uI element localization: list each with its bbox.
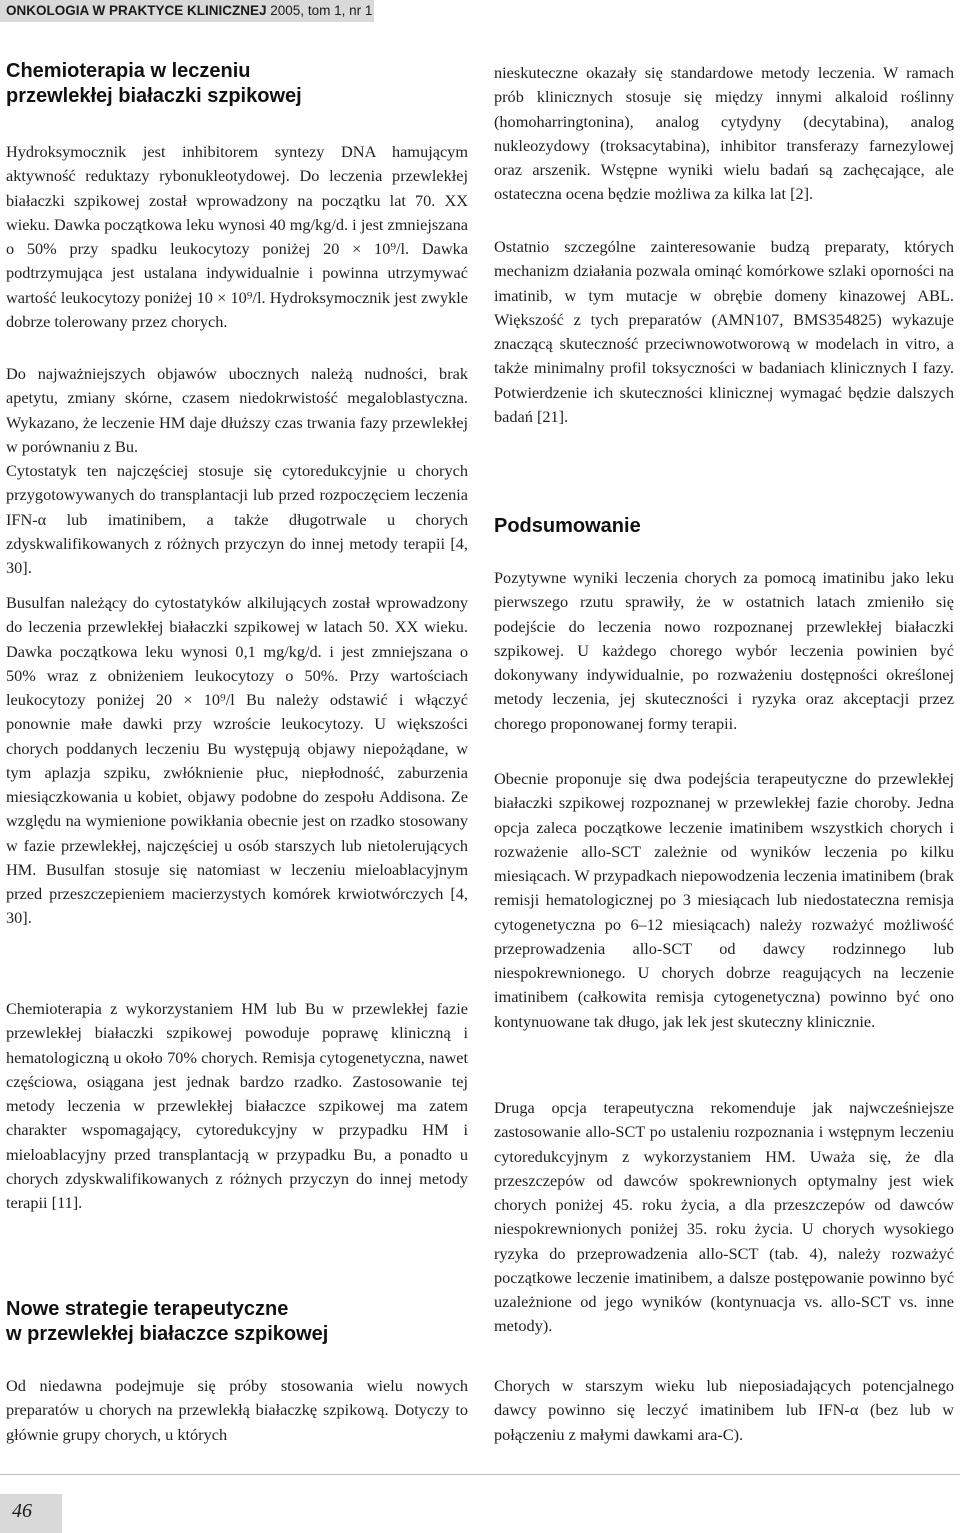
- section-heading-summary: Podsumowanie: [494, 515, 641, 537]
- page-number-box: [0, 1494, 62, 1533]
- journal-name: ONKOLOGIA W PRAKTYCE KLINICZNEJ: [6, 3, 267, 18]
- issue-info: 2005, tom 1, nr 1: [270, 3, 373, 18]
- paragraph-hydroxyurea: Hydroksymocznik jest inhibitorem syntezy DNA hamującym aktywność reduktazy rybonukleotydowej. Do leczenia przewlekłej białaczki szpikowej został wprowadzony na początku lat 70. XX wieku. Dawka początkowa leku wynosi 40 mg/kg/d. i jest zmniejszana o 50% przy spadku leukocytozy poniżej 20 × 10⁹/l. Dawka podtrzymująca jest ustalana indywidualnie i powinna utrzymywać wartość leukocytozy poniżej 10 × 10⁹/l. Hydroksymocznik jest zwykle dobrze tolerowany przez chorych.: [6, 142, 468, 331]
- paragraph-chemotherapy-results: Chemioterapia z wykorzystaniem HM lub Bu w przewlekłej fazie przewlekłej białaczki szpikowej powoduje poprawę kliniczną i hematologiczną u około 70% chorych. Remisja cytogenetyczna, nawet częściowa, osiągana jest jednak bardzo rzadko. Zastosowanie tej metody leczenia w przewlekłej białaczce szpikowej ma zatem charakter wspomagający, cytoredukcyjny w przypadku HM i mieloablacyjny przed transplantacją w przypadku Bu, a ponadto u chorych zdyskwalifikowanych z różnych przyczyn do innej metody terapii [11].: [6, 999, 468, 1212]
- paragraph-side-effects: Do najważniejszych objawów ubocznych należą nudności, brak apetytu, zmiany skórne, czasem niedokrwistość megaloblastyczna. Wykazano, że leczenie HM daje dłuższy czas trwania fazy przewlekłej w porównaniu z Bu.: [6, 364, 468, 456]
- paragraph-imatinib-resistance: Ostatnio szczególne zainteresowanie budzą preparaty, których mechanizm działania pozwala ominąć komórkowe szlaki oporności na imatinib, w tym mutacje w obrębie domeny kinazowej ABL. Większość z tych preparatów (AMN107, BMS354825) wykazuje znaczącą skuteczność przeciwnowotworową w modelach in vitro, a także minimalny profil toksyczności w badaniach klinicznych I fazy. Potwierdzenie ich skuteczności klinicznej wymagać będzie dalszych badań [21].: [494, 237, 954, 426]
- paragraph-option-one: Obecnie proponuje się dwa podejścia terapeutyczne do przewlekłej białaczki szpikowej rozpoznanej w przewlekłej fazie choroby. Jedna opcja zaleca początkowe leczenie imatinibem wszystkich chorych i rozważenie allo-SCT zależnie od wyników leczenia po kilku miesiącach. W przypadkach niepowodzenia leczenia imatinibem (brak remisji hematologicznej po 3 miesiącach lub niedostateczna remisja cytogenetyczna po 6–12 miesiącach) należy rozważyć możliwość przeprowadzenia allo-SCT od dawcy rodzinnego lub niespokrewnionego. U chorych dobrze reagujących na leczenie imatinibem (całkowita remisja cytogenetyczna) powinno być ono kontynuowane tak długo, jak lek jest skuteczny klinicznie.: [494, 769, 954, 1031]
- section-heading-chemotherapy: Chemioterapia w leczeniu przewlekłej białaczki szpikowej: [6, 60, 302, 107]
- paragraph-new-drugs: Od niedawna podejmuje się próby stosowania wielu nowych preparatów u chorych na przewlekłą białaczkę szpikową. Dotyczy to głównie grupy chorych, u których: [6, 1376, 468, 1444]
- paragraph-cytostatic: Cytostatyk ten najczęściej stosuje się cytoredukcyjnie u chorych przygotowywanych do transplantacji lub przed rozpoczęciem leczenia IFN-α lub imatinibem, a także długotrwale u chorych zdyskwalifikowanych z różnych przyczyn do innej metody terapii [4, 30].: [6, 461, 468, 577]
- page-number: 46: [12, 1500, 32, 1522]
- paragraph-elderly-patients: Chorych w starszym wieku lub nieposiadających potencjalnego dawcy powinno się leczyć imatinibem lub IFN-α (bez lub w połączeniu z małymi dawkami ara-C).: [494, 1376, 954, 1444]
- paragraph-busulfan: Busulfan należący do cytostatyków alkilujących został wprowadzony do leczenia przewlekłej białaczki szpikowej w latach 50. XX wieku. Dawka początkowa leku wynosi 0,1 mg/kg/d. i jest zmniejszana o 50% wraz z obniżeniem leukocytozy o 50%. Przy wartościach leukocytozy poniżej 20 × 10⁹/l Bu należy odstawić i włączyć ponownie małe dawki przy wzroście leukocytozy. U większości chorych poddanych leczeniu Bu występują objawy niepożądane, w tym aplazja szpiku, zwłóknienie płuc, niepłodność, zaburzenia miesiączkowania u kobiet, objawy podobne do zespołu Addisona. Ze względu na wymienione powikłania obecnie jest on rzadko stosowany w fazie przewlekłej, najczęściej u osób starszych lub nietolerujących HM. Busulfan stosuje się natomiast w leczeniu mieloablacyjnym przed przeszczepieniem macierzystych komórek krwiotwórczych [4, 30].: [6, 593, 468, 928]
- footer-divider: [0, 1474, 960, 1475]
- paragraph-trials: nieskuteczne okazały się standardowe metody leczenia. W ramach prób klinicznych stosuje się między innymi alkaloid roślinny (homoharringtonina), analog cytydyny (decytabina), analog nukleozydowy (troksacytabina), inhibitor transferazy farnezylowej oraz arszenik. Wstępne wyniki wielu badań są zachęcające, ale ostateczna ocena będzie możliwa za kilka lat [2].: [494, 63, 954, 204]
- paragraph-summary: Pozytywne wyniki leczenia chorych za pomocą imatinibu jako leku pierwszego rzutu sprawiły, że w ostatnich latach zmieniło się podejście do leczenia nowo rozpoznanej przewlekłej białaczki szpikowej. U każdego chorego wybór leczenia powinien być dokonywany indywidualnie, po rozważeniu dostępności określonej metody leczenia, jej skuteczności i ryzyka oraz akceptacji przez chorego proponowanej formy terapii.: [494, 568, 954, 733]
- paragraph-option-two: Druga opcja terapeutyczna rekomenduje jak najwcześniejsze zastosowanie allo-SCT po ustaleniu rozpoznania i wstępnym leczeniu cytoredukcyjnym z wykorzystaniem HM. Uważa się, że dla przeszczepów od dawców spokrewnionych optymalny jest wiek chorych poniżej 45. roku życia, a dla przeszczepów od dawców niespokrewnionych poniżej 35. roku życia. U chorych wysokiego ryzyka do przeprowadzenia allo-SCT (tab. 4), należy rozważyć początkowe leczenie imatinibem, a dalsze postępowanie powinno być uzależnione od jego wyników (kontynuacja vs. allo-SCT vs. inne metody).: [494, 1098, 954, 1336]
- running-header: [0, 0, 374, 22]
- section-heading-new-strategies: Nowe strategie terapeutyczne w przewlekłej białaczce szpikowej: [6, 1298, 329, 1345]
